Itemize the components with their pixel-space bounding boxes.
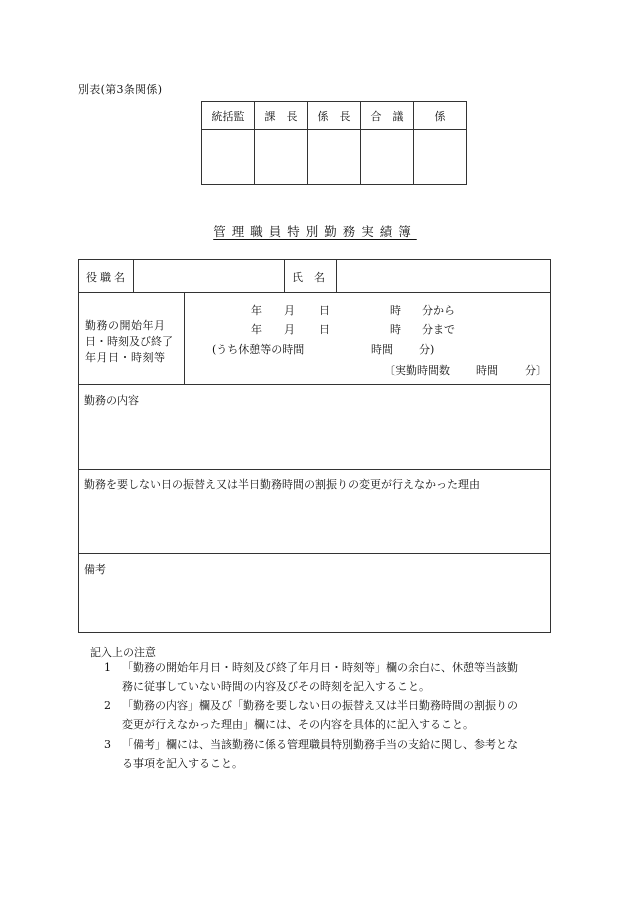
notes-heading: 記入上の注意 — [90, 646, 156, 659]
row-divider — [79, 553, 550, 554]
actual-hours-prefix: 〔実勤時間数 — [384, 364, 450, 377]
end-minute-until: 分まで — [422, 323, 455, 336]
note-3-line2: る事項を記入すること。 — [122, 757, 243, 770]
note-2-line1: 「勤務の内容」欄及び「勤務を要しない日の振替え又は半日勤務時間の割振りの — [122, 699, 518, 712]
rest-time-prefix: (うち休憩等の時間 — [212, 343, 305, 356]
start-month: 月 — [284, 304, 295, 317]
rest-time-minutes: 分) — [419, 343, 435, 356]
approval-header-subsection-chief: 係 長 — [308, 102, 361, 130]
remarks-label: 備考 — [84, 563, 106, 576]
end-hour: 時 — [390, 323, 401, 336]
note-1-number: 1 — [104, 661, 111, 674]
rest-time-hours: 時間 — [371, 343, 393, 356]
row-divider — [79, 469, 550, 470]
role-label: 役職名 — [86, 271, 128, 284]
col-divider — [336, 260, 337, 292]
approval-stamp-cell — [255, 130, 308, 185]
note-2-line2: 変更が行えなかった理由」欄には、その内容を具体的に記入すること。 — [122, 718, 474, 731]
role-input[interactable] — [135, 262, 282, 290]
reason-label: 勤務を要しない日の振替え又は半日勤務時間の割振りの変更が行えなかった理由 — [84, 478, 480, 491]
note-2-number: 2 — [104, 699, 111, 712]
approval-stamp-cell — [414, 130, 467, 185]
note-3-number: 3 — [104, 738, 111, 751]
name-label: 氏 名 — [292, 271, 325, 284]
actual-hours-minutes: 分〕 — [525, 364, 547, 377]
col-divider — [284, 260, 285, 292]
end-day: 日 — [319, 323, 330, 336]
start-year: 年 — [251, 304, 262, 317]
document-title-text: 管理職員特別勤務実績簿 — [213, 224, 417, 239]
approval-stamp-cell — [308, 130, 361, 185]
datetime-label-line2: 日・時刻及び終了 — [85, 335, 173, 348]
approval-header-supervisor: 統括監 — [202, 102, 255, 130]
document-reference: 別表(第3条関係) — [78, 83, 163, 96]
actual-hours-hours: 時間 — [476, 364, 498, 377]
note-1-line2: 務に従事していない時間の内容及びその時刻を記入すること。 — [122, 680, 430, 693]
datetime-label-line1: 勤務の開始年月 — [85, 319, 166, 332]
approval-header-section-chief: 課 長 — [255, 102, 308, 130]
note-1-line1: 「勤務の開始年月日・時刻及び終了年月日・時刻等」欄の余白に、休憩等当該勤 — [122, 661, 518, 674]
start-hour: 時 — [390, 304, 401, 317]
work-record-form — [78, 259, 551, 633]
content-label: 勤務の内容 — [84, 394, 139, 407]
col-divider — [184, 292, 185, 384]
row-divider — [79, 384, 550, 385]
approval-stamp-table — [201, 101, 467, 185]
start-minute-from: 分から — [422, 304, 455, 317]
approval-stamp-cell — [202, 130, 255, 185]
datetime-label-line3: 年月日・時刻等 — [85, 351, 166, 364]
col-divider — [133, 260, 134, 292]
end-year: 年 — [251, 323, 262, 336]
name-input[interactable] — [338, 262, 548, 290]
row-divider — [79, 292, 550, 293]
end-month: 月 — [284, 323, 295, 336]
document-title — [0, 222, 630, 240]
approval-header-consultation: 合 議 — [361, 102, 414, 130]
approval-stamp-cell — [361, 130, 414, 185]
start-day: 日 — [319, 304, 330, 317]
approval-header-staff: 係 — [414, 102, 467, 130]
note-3-line1: 「備考」欄には、当該勤務に係る管理職員特別勤務手当の支給に関し、参考とな — [122, 738, 518, 751]
